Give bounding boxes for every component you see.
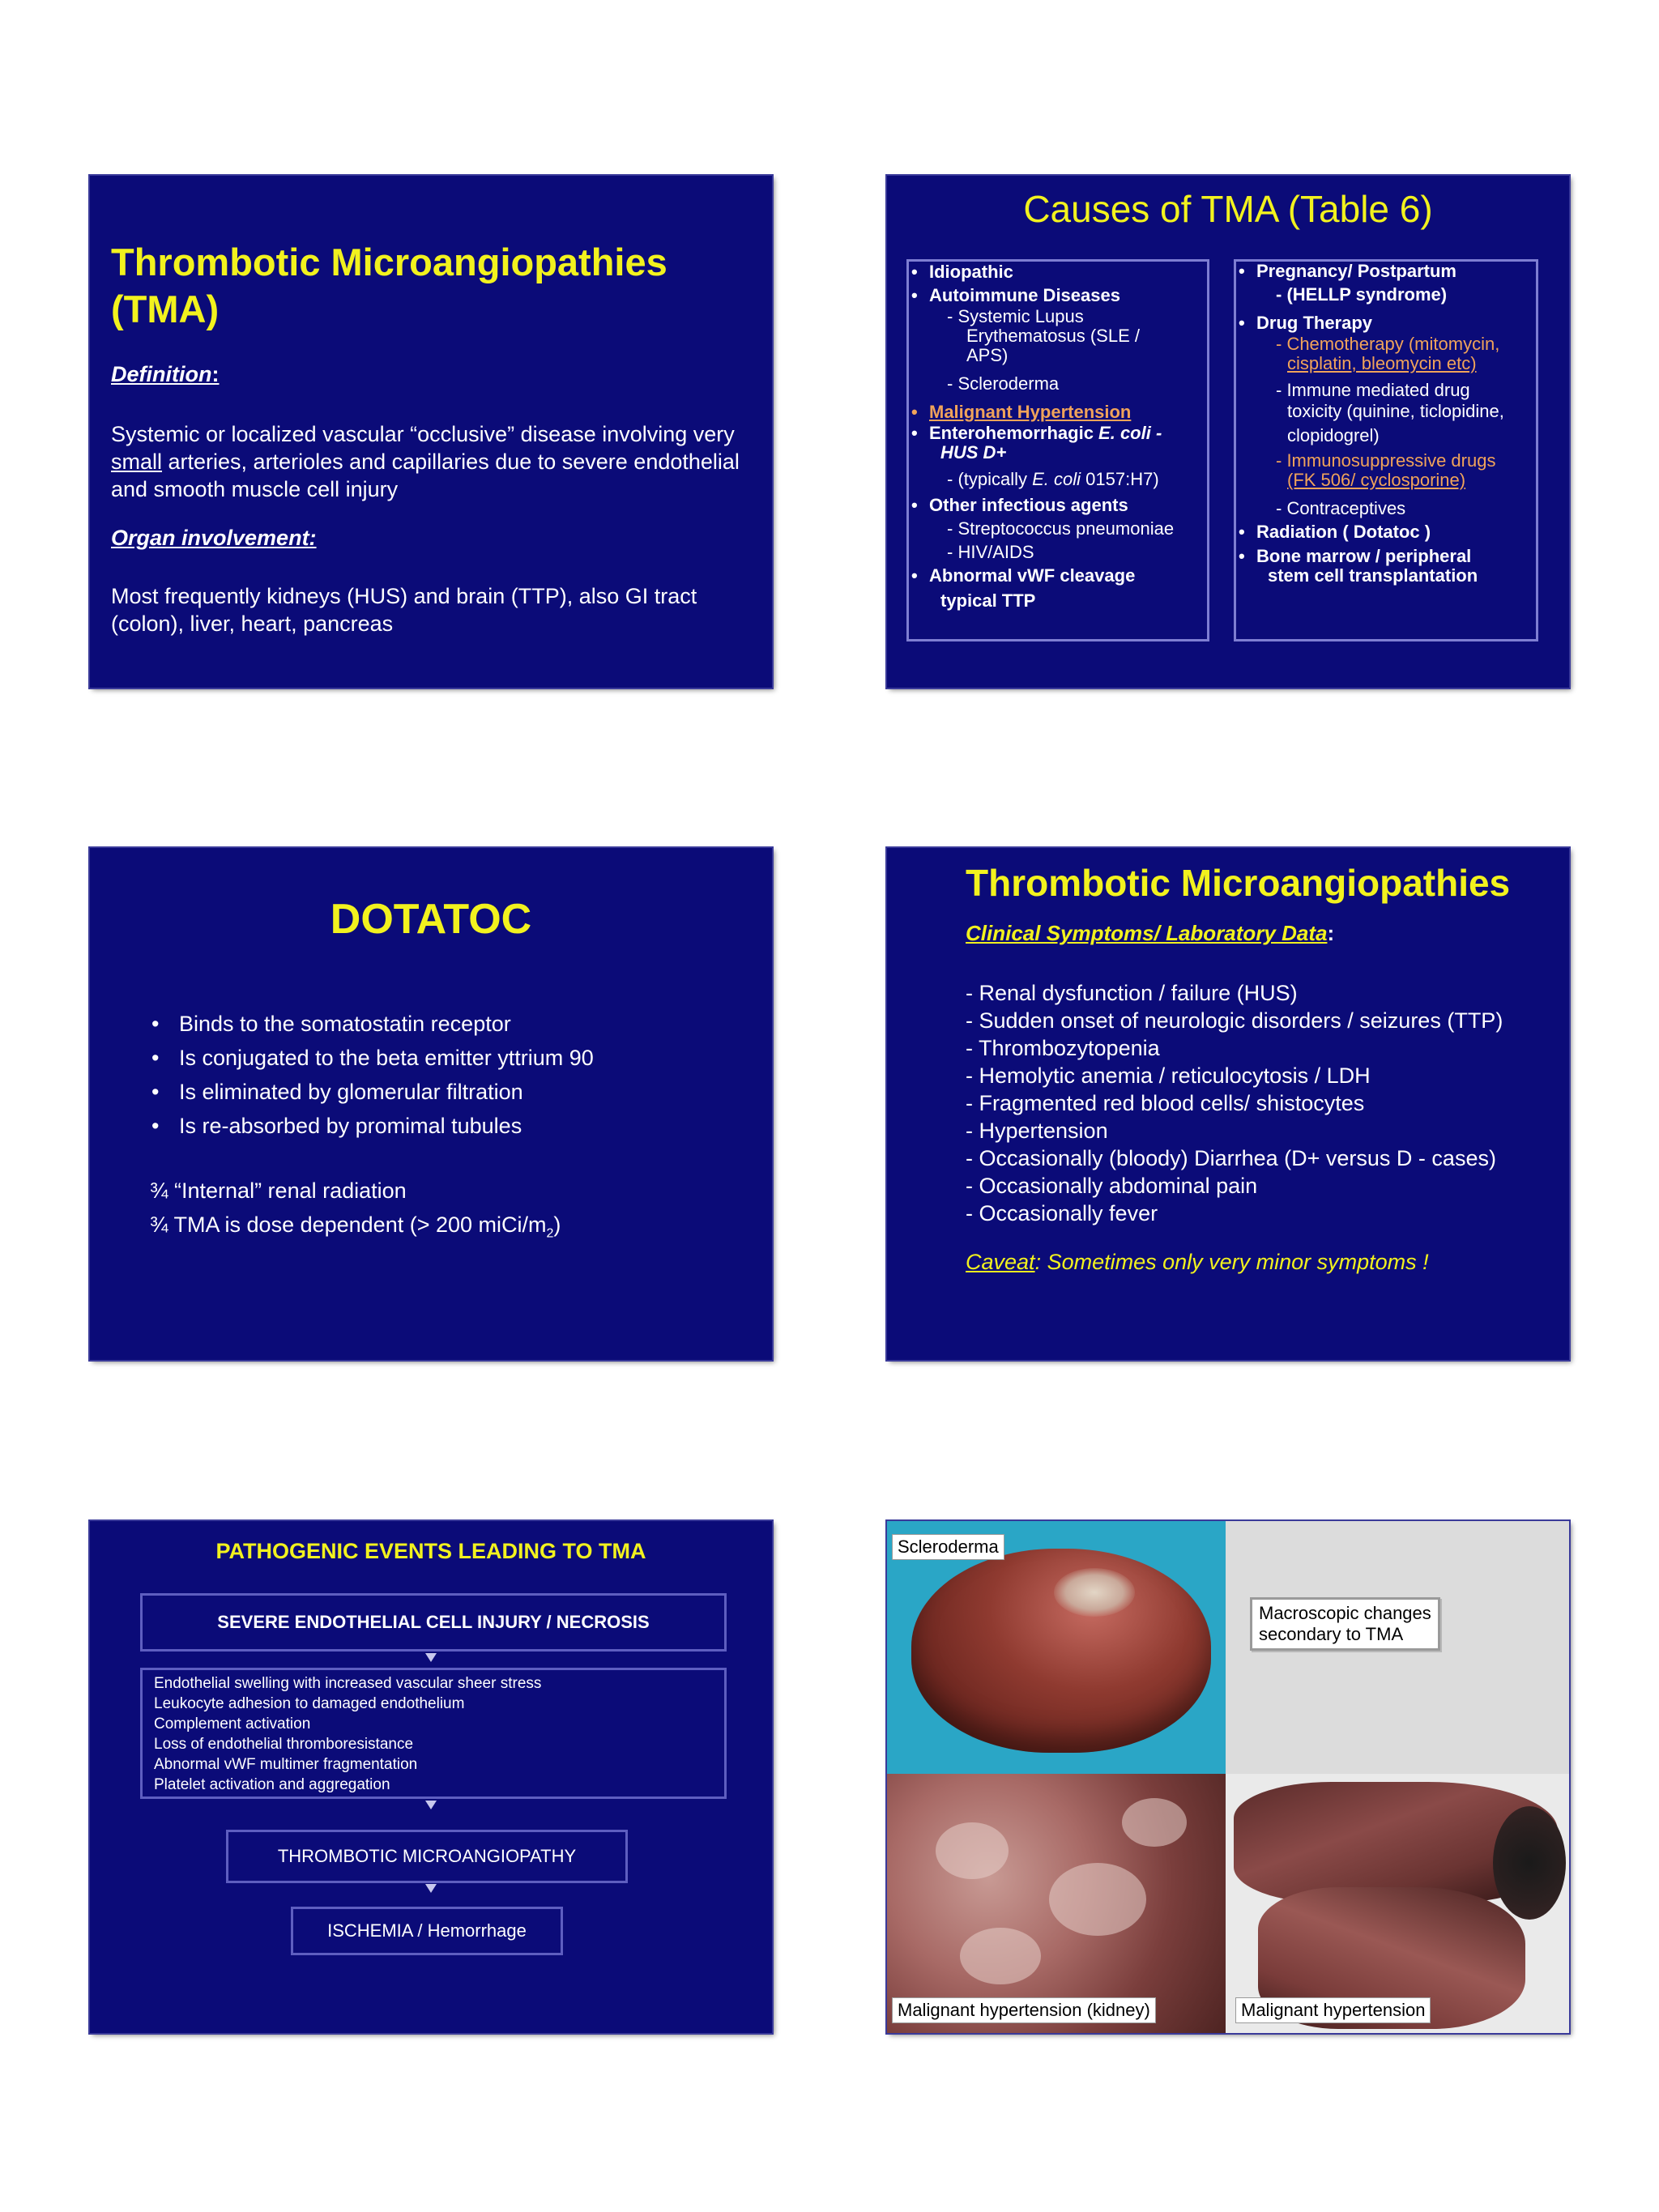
cause-radiation: • Radiation ( Dotatoc ) xyxy=(1237,520,1504,543)
cause-malignant-hypertension: • Malignant Hypertension xyxy=(910,400,1174,424)
symptom-item: - Thrombozytopenia xyxy=(966,1036,1160,1060)
dotatoc-bullet-list xyxy=(150,1007,594,1143)
flow-mechanism-list xyxy=(143,1670,724,1798)
symptom-item: - Fragmented red blood cells/ shistocytes xyxy=(966,1091,1365,1115)
cause-autoimmune: • Autoimmune Diseases xyxy=(910,283,1174,307)
kidney-hilum xyxy=(1054,1568,1135,1617)
flow-mechanism-item: Abnormal vWF multimer fragmentation xyxy=(154,1756,418,1773)
cause-chemotherapy-2: cisplatin, bleomycin etc) xyxy=(1287,353,1477,373)
definition-text-pre: Systemic or localized vascular “occlusive” disease involving very xyxy=(111,422,735,446)
slide-dotatoc xyxy=(90,848,772,1360)
label-malignant-hypertension: Malignant hypertension xyxy=(1235,1997,1431,2023)
flow-arrow-down-icon xyxy=(425,1801,437,1809)
flow-arrow-down-icon xyxy=(425,1884,437,1893)
slide-tma-definition xyxy=(90,176,772,688)
slide-title: Thrombotic Microangiopathies xyxy=(966,862,1511,904)
flow-box-mechanisms xyxy=(140,1668,727,1799)
cause-bone-marrow-2: stem cell transplantation xyxy=(1268,565,1478,586)
flow-arrow-down-icon xyxy=(425,1653,437,1662)
cause-immune-2: toxicity (quinine, ticlopidine, xyxy=(1287,401,1504,421)
cause-bone-marrow-1: • Bone marrow / peripheral xyxy=(1237,547,1504,566)
cause-entero-text: Enterohemorrhagic xyxy=(929,423,1099,443)
kidney-shape xyxy=(911,1549,1211,1753)
dotatoc-note-internal-radiation: ¾ “Internal” renal radiation xyxy=(150,1178,407,1203)
slide-title: DOTATOC xyxy=(330,896,532,943)
slide-title: Thrombotic Microangiopathies (TMA) xyxy=(111,241,667,330)
label-macroscopic-changes xyxy=(1250,1597,1440,1651)
flow-mechanism-item: Endothelial swelling with increased vascular sheer stress xyxy=(154,1675,542,1692)
typically-pre: - (typically xyxy=(947,469,1033,489)
cause-drug-therapy: • Drug Therapy xyxy=(1237,311,1504,335)
cause-immunosuppressive-2: (FK 506/ cyclosporine) xyxy=(1287,470,1466,490)
caveat-text: : Sometimes only very minor symptoms ! xyxy=(1034,1250,1429,1274)
cause-immune-1: - Immune mediated drug xyxy=(1276,380,1470,400)
slide-clinical-symptoms xyxy=(887,848,1569,1360)
symptom-item: - Sudden onset of neurologic disorders / seizures (TTP) xyxy=(966,1008,1503,1033)
dotatoc-bullet: • Is eliminated by glomerular filtration xyxy=(150,1075,594,1109)
photo-texture xyxy=(936,1822,1009,1879)
slide-title: PATHOGENIC EVENTS LEADING TO TMA xyxy=(215,1539,646,1563)
dose-post: ) xyxy=(553,1213,561,1237)
causes-left-list xyxy=(910,260,1174,612)
caveat-label: Caveat xyxy=(966,1250,1035,1274)
flow-box-tma xyxy=(226,1830,628,1883)
label-malignant-hypertension-kidney: Malignant hypertension (kidney) xyxy=(892,1997,1156,2023)
definition-colon: : xyxy=(211,362,220,386)
cause-hiv: - HIV/AIDS xyxy=(947,542,1034,562)
clinical-subtitle xyxy=(966,921,1334,946)
dotatoc-note-dose-dependent xyxy=(150,1208,561,1251)
slide-title: Causes of TMA (Table 6) xyxy=(1023,188,1433,230)
dotatoc-bullet: • Is re-absorbed by promimal tubules xyxy=(150,1109,594,1143)
symptom-item: - Renal dysfunction / failure (HUS) xyxy=(966,981,1298,1005)
slide-macroscopic-images xyxy=(887,1521,1569,2033)
typically-post: 0157:H7) xyxy=(1081,469,1159,489)
cause-idiopathic: • Idiopathic xyxy=(910,260,1174,283)
symptom-item: - Occasionally fever xyxy=(966,1201,1158,1225)
definition-label xyxy=(111,362,219,387)
cause-contraceptives: - Contraceptives xyxy=(1276,498,1406,518)
flow-box-endothelial-injury-label: SEVERE ENDOTHELIAL CELL INJURY / NECROSIS xyxy=(217,1612,650,1632)
label-macroscopic-line-1: Macroscopic changes xyxy=(1259,1603,1431,1623)
symptom-item: - Occasionally (bloody) Diarrhea (D+ versus D - cases) xyxy=(966,1146,1496,1170)
dotatoc-notes xyxy=(150,1174,561,1251)
cause-immunosuppressive-1: - Immunosuppressive drugs xyxy=(1276,450,1496,471)
photo-texture xyxy=(1122,1798,1187,1847)
cause-sle-2: Erythematosus (SLE / xyxy=(966,326,1140,346)
cause-scleroderma: - Scleroderma xyxy=(947,373,1060,394)
organ-involvement-text: Most frequently kidneys (HUS) and brain (TTP), also GI tract (colon), liver, heart, pancreas xyxy=(111,584,697,636)
malignant-hypertension-tissue-photo xyxy=(1226,1774,1569,2033)
dotatoc-bullet: • Binds to the somatostatin receptor xyxy=(150,1007,594,1041)
flow-mechanism-item: Leukocyte adhesion to damaged endothelium xyxy=(154,1695,465,1712)
cause-typically-ecoli xyxy=(910,467,1174,491)
cause-entero-ecoli: E. coli - xyxy=(1098,423,1162,443)
symptom-item: - Occasionally abdominal pain xyxy=(966,1174,1258,1198)
cause-other-infectious: • Other infectious agents xyxy=(910,493,1174,517)
photo-texture xyxy=(1049,1863,1146,1936)
flow-box-ischemia xyxy=(291,1907,563,1955)
cause-hus-d: HUS D+ xyxy=(940,442,1007,462)
typically-ecoli: E. coli xyxy=(1032,469,1081,489)
organ-involvement-label: Organ involvement: xyxy=(111,526,317,550)
flow-mechanism-item: Complement activation xyxy=(154,1715,311,1733)
dose-subscript: 2 xyxy=(546,1226,554,1241)
flow-box-endothelial-injury xyxy=(140,1593,727,1652)
cause-abnormal-vwf: • Abnormal vWF cleavage xyxy=(910,564,1174,587)
definition-text-post: arteries, arterioles and capillaries due to severe endothelial and smooth muscle cell injury xyxy=(111,450,740,501)
cause-chemotherapy-1: - Chemotherapy (mitomycin, xyxy=(1276,334,1500,354)
symptom-list xyxy=(966,979,1503,1227)
caveat-note xyxy=(966,1250,1429,1275)
dose-pre: ¾ TMA is dose dependent (> 200 miCi/m xyxy=(150,1213,547,1237)
tissue-dark-region xyxy=(1493,1806,1566,1920)
symptom-item: - Hemolytic anemia / reticulocytosis / LDH xyxy=(966,1063,1371,1088)
cause-enterohemorrhagic xyxy=(910,424,1174,443)
causes-right-list xyxy=(1237,259,1504,586)
definition-text-emph: small xyxy=(111,450,163,474)
label-scleroderma: Scleroderma xyxy=(892,1534,1004,1560)
cause-sle-3: APS) xyxy=(966,345,1009,365)
definition-text xyxy=(111,420,759,503)
malignant-hypertension-kidney-photo xyxy=(887,1774,1226,2033)
flow-box-tma-label: THROMBOTIC MICROANGIOPATHY xyxy=(277,1846,577,1866)
cause-streptococcus: - Streptococcus pneumoniae xyxy=(947,518,1175,539)
flow-mechanism-item: Platelet activation and aggregation xyxy=(154,1776,390,1793)
cause-immune-3: clopidogrel) xyxy=(1287,425,1380,445)
clinical-subtitle-colon: : xyxy=(1327,921,1335,945)
cause-sle-1: - Systemic Lupus xyxy=(947,306,1084,326)
definition-label-text: Definition xyxy=(111,362,212,386)
flow-mechanism-item: Loss of endothelial thromboresistance xyxy=(154,1736,414,1753)
photo-texture xyxy=(960,1928,1041,1984)
symptom-item: - Hypertension xyxy=(966,1119,1108,1143)
slide-causes-of-tma xyxy=(887,176,1569,688)
flow-box-ischemia-label: ISCHEMIA / Hemorrhage xyxy=(327,1920,527,1941)
dotatoc-bullet: • Is conjugated to the beta emitter yttrium 90 xyxy=(150,1041,594,1075)
slide-pathogenic-events xyxy=(90,1521,772,2033)
cause-hellp: - (HELLP syndrome) xyxy=(1276,284,1448,305)
label-macroscopic-line-2: secondary to TMA xyxy=(1259,1624,1404,1644)
cause-pregnancy: • Pregnancy/ Postpartum xyxy=(1237,259,1504,283)
clinical-subtitle-text: Clinical Symptoms/ Laboratory Data xyxy=(966,921,1328,945)
cause-typical-ttp: typical TTP xyxy=(940,590,1036,611)
